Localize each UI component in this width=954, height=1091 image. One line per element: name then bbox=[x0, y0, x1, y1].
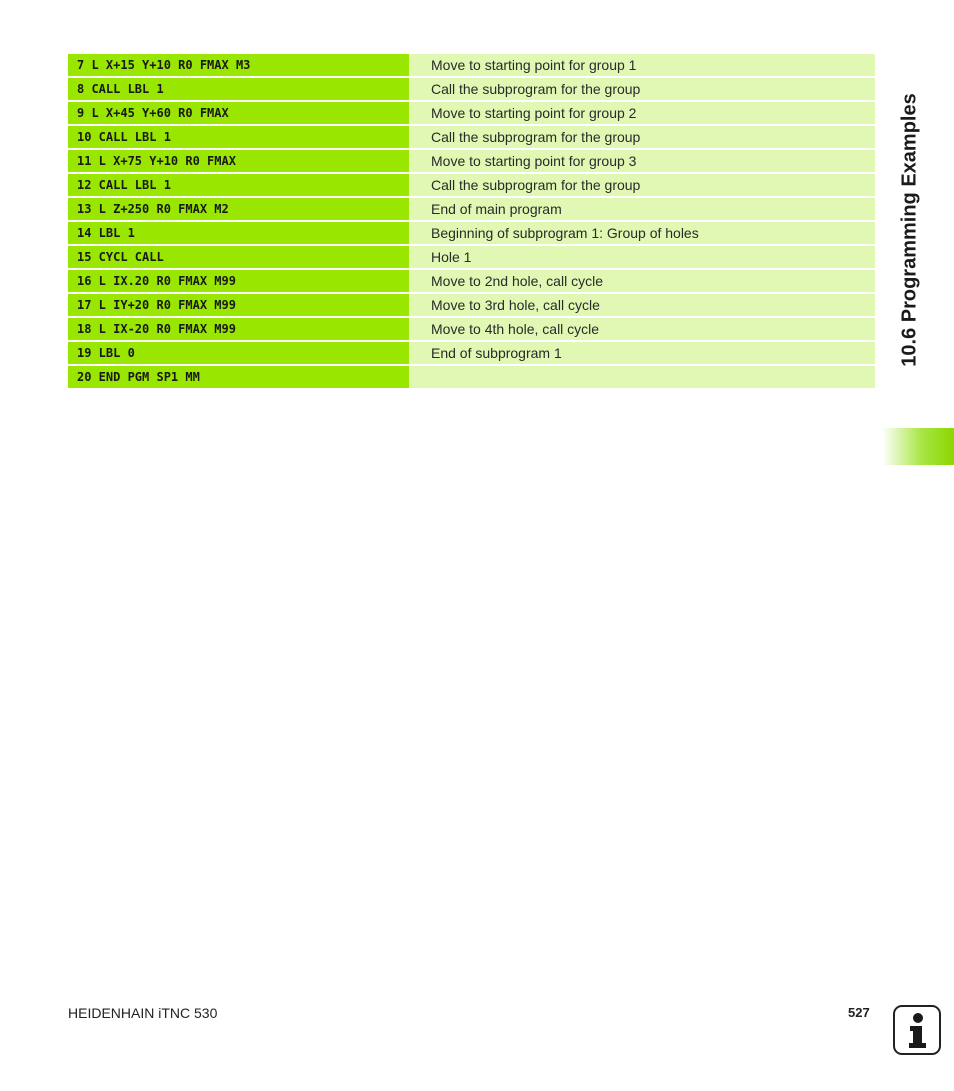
table-row bbox=[68, 294, 875, 316]
table-row bbox=[68, 222, 875, 244]
description-cell: Move to starting point for group 3 bbox=[409, 150, 875, 172]
code-cell: 10 CALL LBL 1 bbox=[68, 126, 409, 148]
info-icon bbox=[893, 1005, 941, 1055]
code-cell: 13 L Z+250 R0 FMAX M2 bbox=[68, 198, 409, 220]
description-cell: End of subprogram 1 bbox=[409, 342, 875, 364]
code-cell: 16 L IX.20 R0 FMAX M99 bbox=[68, 270, 409, 292]
code-cell: 14 LBL 1 bbox=[68, 222, 409, 244]
chapter-tab bbox=[882, 428, 954, 465]
code-cell: 11 L X+75 Y+10 R0 FMAX bbox=[68, 150, 409, 172]
table-row bbox=[68, 126, 875, 148]
section-title-text: 10.6 Programming Examples bbox=[898, 93, 921, 367]
description-cell: Move to starting point for group 1 bbox=[409, 54, 875, 76]
code-cell: 17 L IY+20 R0 FMAX M99 bbox=[68, 294, 409, 316]
description-cell: Move to 2nd hole, call cycle bbox=[409, 270, 875, 292]
description-cell bbox=[409, 366, 875, 388]
description-cell: Call the subprogram for the group bbox=[409, 78, 875, 100]
table-row bbox=[68, 198, 875, 220]
code-cell: 12 CALL LBL 1 bbox=[68, 174, 409, 196]
description-cell: Move to 4th hole, call cycle bbox=[409, 318, 875, 340]
table-row bbox=[68, 150, 875, 172]
table-row bbox=[68, 174, 875, 196]
footer-product: HEIDENHAIN iTNC 530 bbox=[68, 1005, 218, 1021]
code-cell: 7 L X+15 Y+10 R0 FMAX M3 bbox=[68, 54, 409, 76]
table-row bbox=[68, 246, 875, 268]
page-number: 527 bbox=[848, 1005, 870, 1020]
table-row bbox=[68, 54, 875, 76]
table-row bbox=[68, 342, 875, 364]
table-row bbox=[68, 78, 875, 100]
description-cell: Move to starting point for group 2 bbox=[409, 102, 875, 124]
description-cell: Call the subprogram for the group bbox=[409, 174, 875, 196]
program-table bbox=[68, 54, 875, 390]
description-cell: End of main program bbox=[409, 198, 875, 220]
table-row bbox=[68, 366, 875, 388]
code-cell: 9 L X+45 Y+60 R0 FMAX bbox=[68, 102, 409, 124]
code-cell: 18 L IX-20 R0 FMAX M99 bbox=[68, 318, 409, 340]
code-cell: 20 END PGM SP1 MM bbox=[68, 366, 409, 388]
description-cell: Call the subprogram for the group bbox=[409, 126, 875, 148]
table-row bbox=[68, 318, 875, 340]
code-cell: 19 LBL 0 bbox=[68, 342, 409, 364]
description-cell: Move to 3rd hole, call cycle bbox=[409, 294, 875, 316]
description-cell: Beginning of subprogram 1: Group of holes bbox=[409, 222, 875, 244]
description-cell: Hole 1 bbox=[409, 246, 875, 268]
table-row bbox=[68, 102, 875, 124]
code-cell: 15 CYCL CALL bbox=[68, 246, 409, 268]
code-cell: 8 CALL LBL 1 bbox=[68, 78, 409, 100]
table-row bbox=[68, 270, 875, 292]
